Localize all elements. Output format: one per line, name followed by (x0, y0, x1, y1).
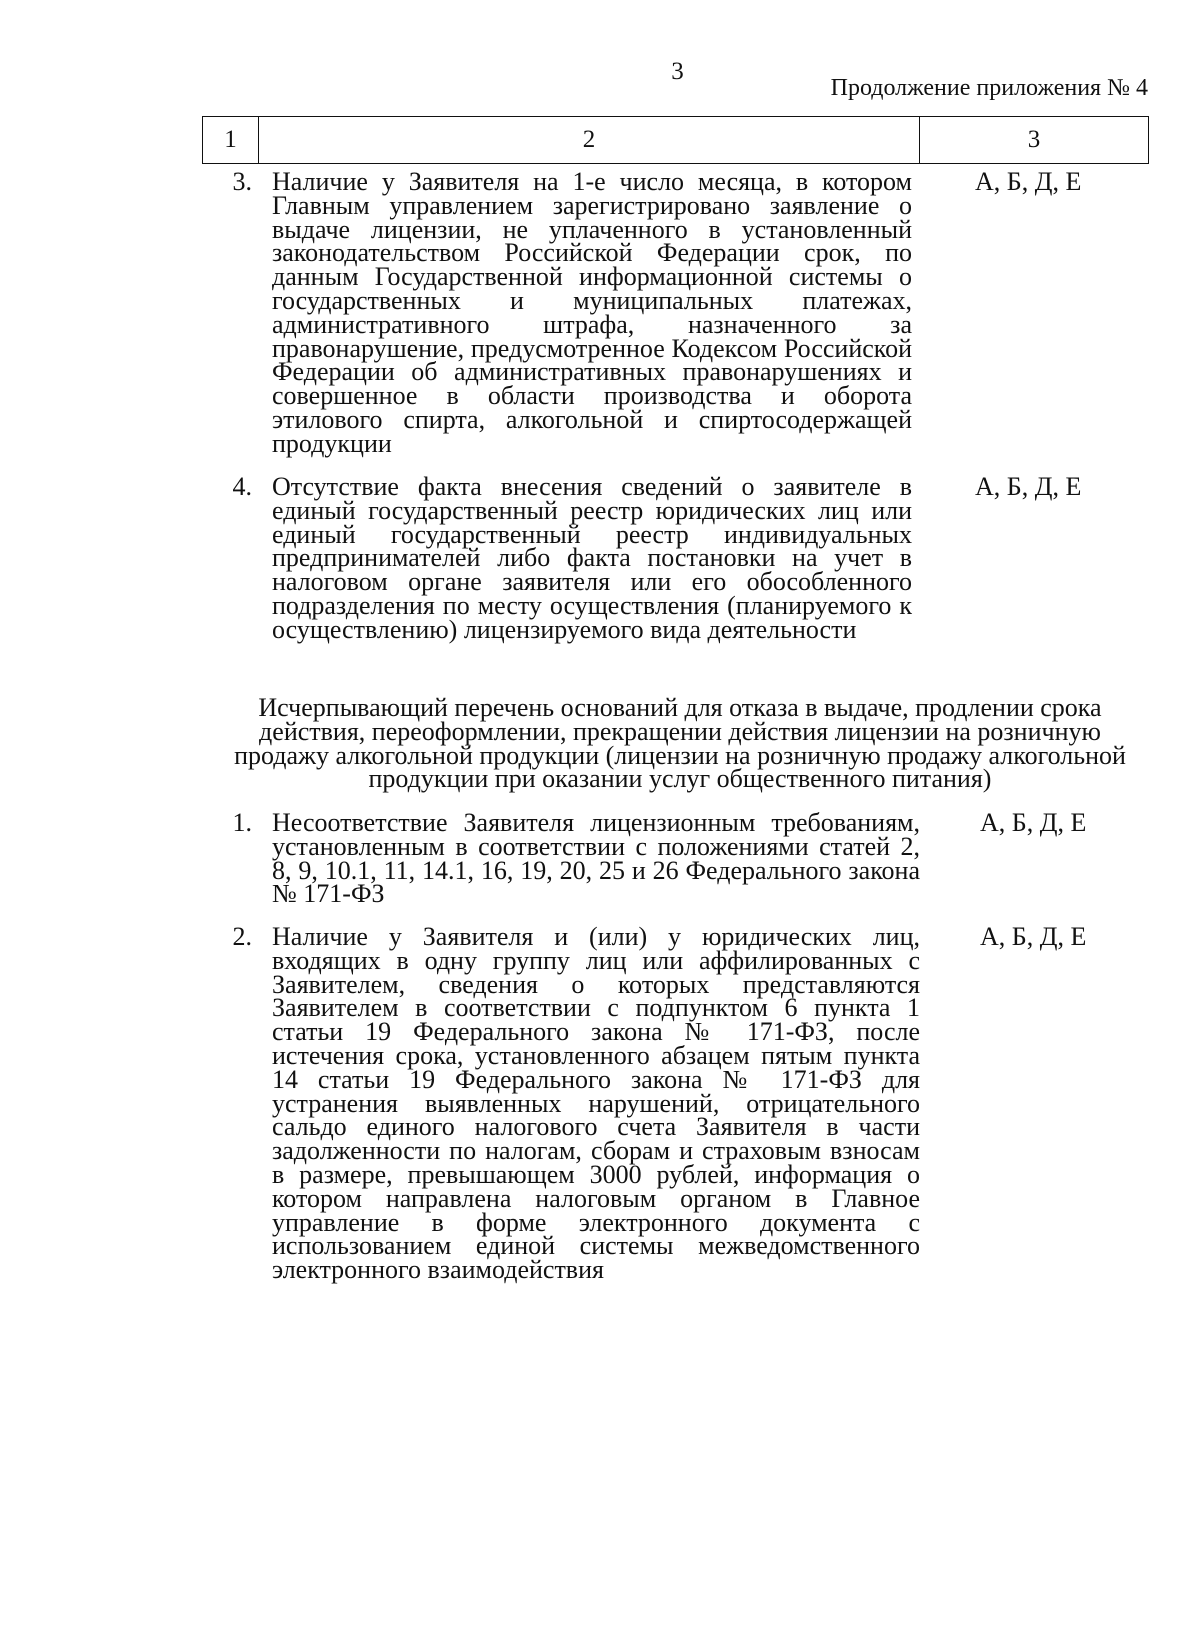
item-codes: А, Б, Д, Е (980, 808, 1087, 837)
header-col-3: 3 (920, 117, 1149, 164)
continuation-label: Продолжение приложения № 4 (830, 75, 1148, 101)
header-col-2: 2 (259, 117, 920, 164)
item-number: 1. (232, 808, 252, 837)
table-header (202, 116, 1149, 164)
item-number: 4. (232, 472, 252, 501)
item-text: Наличие у Заявителя и (или) у юридических лиц, входящих в одну группу лиц или аффилированных с Заявителем, сведения о которых представляются Заявителем в соответствии с подпунктом 6 пункта 1 статьи 19 Федерального закона № 171-ФЗ, после истечения срока, установленного абзацем пятым пункта 14 статьи 19 Федерального закона № 171-ФЗ для устранения выявленных нарушений, отрицательного сальдо единого налогового счета Заявителя в части задолженности по налогам, сборам и страховым взносам в размере, превышающем 3000 рублей, информация о котором направлена налоговым органом в Главное управление в форме электронного документа с использованием единой системы межведомственного электронного взаимодействия (272, 922, 920, 1285)
item-text: Несоответствие Заявителя лицензионным требованиям, установленным в соответствии с положениями статей 2, 8, 9, 10.1, 11, 14.1, 16, 19, 20, 25 и 26 Федерального закона № 171-ФЗ (272, 808, 920, 909)
item-text: Отсутствие факта внесения сведений о заявителе в единый государственный реестр юридических лиц или единый государственный реестр индивидуальных предпринимателей либо факта постановки на учет в налоговом органе заявителя или его обособленного подразделения по месту осуществления (планируемого к осуществлению) лицензируемого вида деятельности (272, 472, 912, 644)
header-col-1: 1 (203, 117, 259, 164)
item-codes: А, Б, Д, Е (975, 472, 1082, 501)
page-number: 3 (671, 58, 684, 85)
item-text: Наличие у Заявителя на 1-е число месяца, в котором Главным управлением зарегистрировано заявление о выдаче лицензии, не уплаченного в установленный законодательством Российской Федерации срок, по данным Государственной информационной системы о государственных и муниципальных платежах, административного штрафа, назначенного за правонарушение, предусмотренное Кодексом Российской Федерации об административных правонарушениях и совершенное в области производства и оборота этилового спирта, алкогольной и спиртосодержащей продукции (272, 167, 912, 458)
item-codes: А, Б, Д, Е (975, 167, 1082, 196)
item-number: 3. (232, 167, 252, 196)
item-codes: А, Б, Д, Е (980, 922, 1087, 951)
section-title: Исчерпывающий перечень оснований для отказа в выдаче, продлении срока действия, переоформлении, прекращении действия лицензии на розничную продажу алкогольной продукции (лицензии на розничную продажу алкогольной продукции при оказании услуг общественного питания) (234, 693, 1126, 794)
item-number: 2. (232, 922, 252, 951)
